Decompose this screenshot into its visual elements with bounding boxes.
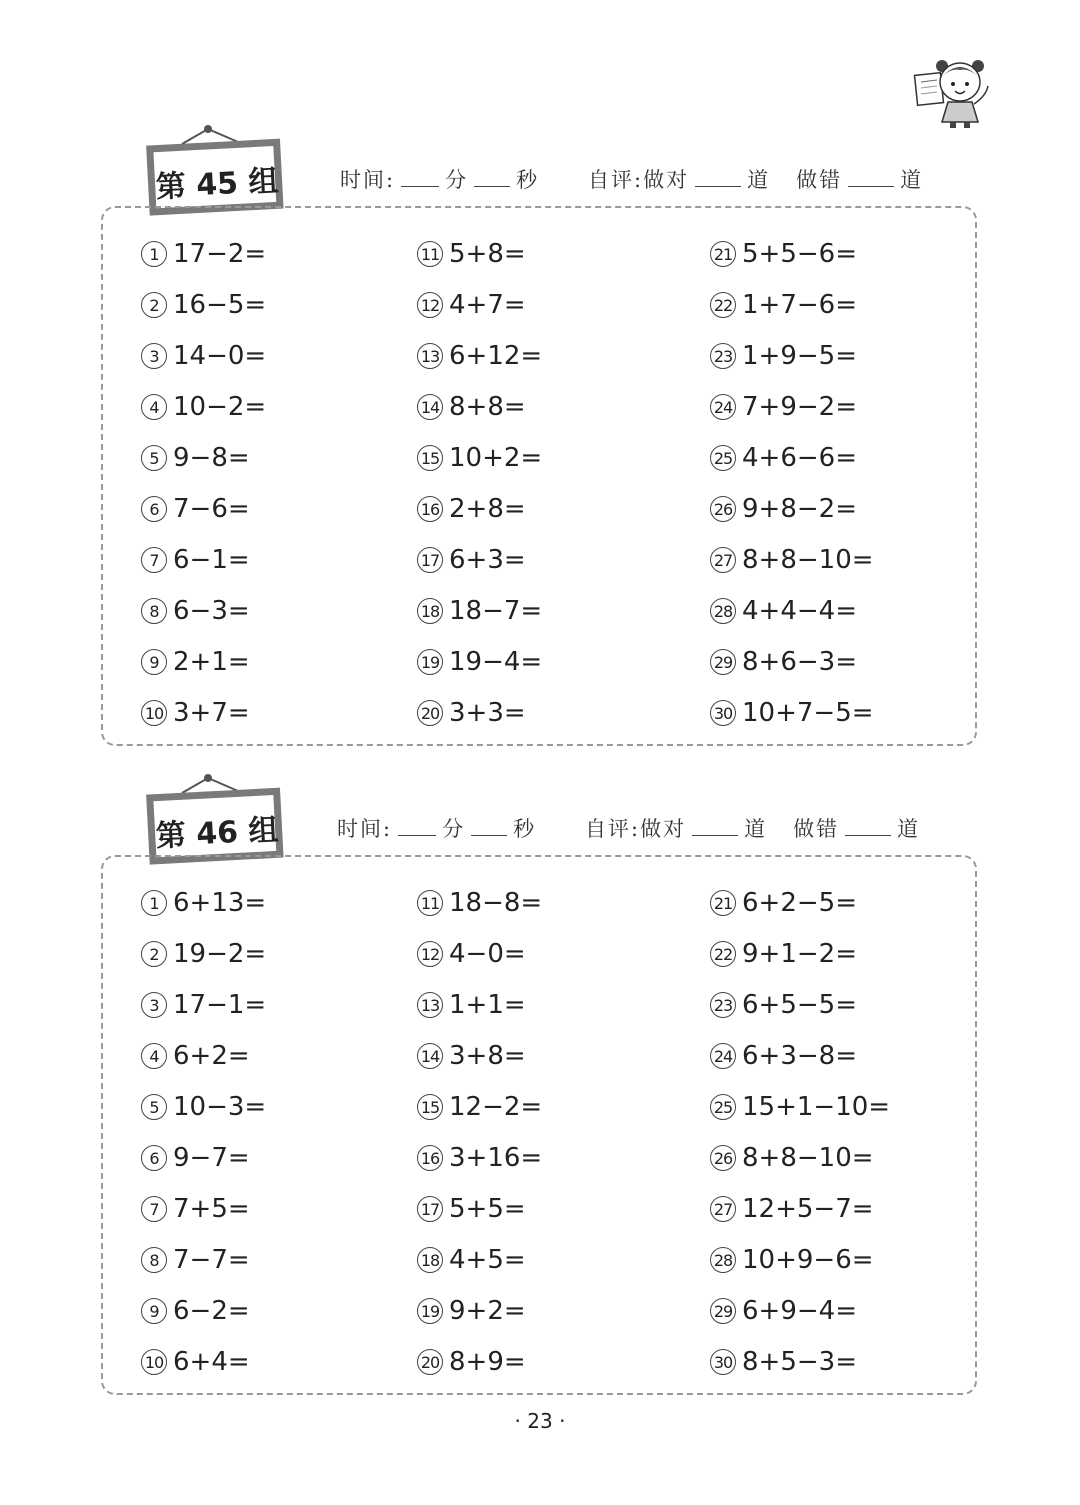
problem-expression: 3+7= <box>173 698 250 728</box>
problem-expression: 1+9−5= <box>742 341 857 371</box>
problem-expression: 6+3= <box>449 545 526 575</box>
correct-unit: 道 <box>747 168 771 192</box>
problem-item <box>417 642 542 682</box>
problem-item <box>710 1240 874 1280</box>
problem-expression: 6+9−4= <box>742 1296 857 1326</box>
correct-count-blank[interactable] <box>692 815 738 836</box>
problem-item <box>417 591 542 631</box>
problem-item <box>141 883 266 923</box>
problem-number: 15 <box>417 1094 443 1120</box>
time-field <box>340 164 539 194</box>
problems-box <box>101 206 977 746</box>
problem-item <box>710 1036 857 1076</box>
page-number: · 23 · <box>514 1409 566 1433</box>
problem-expression: 6+5−5= <box>742 990 857 1020</box>
problem-item <box>710 1291 857 1331</box>
correct-unit: 道 <box>744 817 768 841</box>
problem-expression: 19−2= <box>173 939 267 969</box>
time-label: 时间: <box>337 817 393 841</box>
problem-number: 2 <box>141 292 167 318</box>
problem-expression: 19−4= <box>449 647 543 677</box>
problem-item <box>417 540 526 580</box>
problem-item <box>417 985 526 1025</box>
problem-expression: 5+5= <box>449 1194 526 1224</box>
problem-expression: 10−2= <box>173 392 267 422</box>
problem-expression: 15+1−10= <box>742 1092 891 1122</box>
problem-expression: 9−8= <box>173 443 250 473</box>
problem-expression: 3+16= <box>449 1143 543 1173</box>
problem-number: 26 <box>710 496 736 522</box>
problem-number: 14 <box>417 394 443 420</box>
problem-number: 9 <box>141 649 167 675</box>
problem-number: 16 <box>417 1145 443 1171</box>
problem-item <box>710 489 857 529</box>
problem-number: 17 <box>417 547 443 573</box>
problem-expression: 6−3= <box>173 596 250 626</box>
problem-number: 8 <box>141 598 167 624</box>
problem-number: 14 <box>417 1043 443 1069</box>
problem-number: 10 <box>141 1349 167 1375</box>
minutes-blank[interactable] <box>398 815 436 836</box>
problem-expression: 17−1= <box>173 990 267 1020</box>
problem-expression: 6+12= <box>449 341 543 371</box>
problem-item <box>417 934 526 974</box>
correct-count-blank[interactable] <box>695 166 741 187</box>
problem-expression: 10−3= <box>173 1092 267 1122</box>
problem-expression: 2+1= <box>173 647 250 677</box>
minutes-unit: 分 <box>442 817 466 841</box>
problem-number: 29 <box>710 1298 736 1324</box>
problem-item <box>141 934 266 974</box>
problem-item <box>710 234 857 274</box>
problem-number: 27 <box>710 1196 736 1222</box>
problem-item <box>417 336 542 376</box>
problem-item <box>710 1138 874 1178</box>
problem-expression: 18−7= <box>449 596 543 626</box>
problem-expression: 2+8= <box>449 494 526 524</box>
problem-expression: 6+3−8= <box>742 1041 857 1071</box>
problem-expression: 3+8= <box>449 1041 526 1071</box>
problem-number: 7 <box>141 547 167 573</box>
problem-item <box>141 1138 250 1178</box>
problem-number: 11 <box>417 241 443 267</box>
problem-item <box>710 591 857 631</box>
problem-expression: 8+8−10= <box>742 1143 874 1173</box>
problem-number: 22 <box>710 292 736 318</box>
problem-expression: 7+5= <box>173 1194 250 1224</box>
problem-expression: 9+1−2= <box>742 939 857 969</box>
problem-number: 29 <box>710 649 736 675</box>
problem-expression: 3+3= <box>449 698 526 728</box>
time-field <box>337 813 536 843</box>
problem-expression: 8+8−10= <box>742 545 874 575</box>
problem-number: 25 <box>710 445 736 471</box>
problem-expression: 5+5−6= <box>742 239 857 269</box>
problems-box <box>101 855 977 1395</box>
wrong-count-blank[interactable] <box>848 166 894 187</box>
problem-item <box>710 1189 874 1229</box>
seconds-blank[interactable] <box>474 166 510 187</box>
problem-number: 20 <box>417 1349 443 1375</box>
problem-expression: 4+5= <box>449 1245 526 1275</box>
problem-expression: 1+7−6= <box>742 290 857 320</box>
problem-number: 5 <box>141 1094 167 1120</box>
problem-number: 26 <box>710 1145 736 1171</box>
problem-item <box>141 234 266 274</box>
time-label: 时间: <box>340 168 396 192</box>
problem-number: 3 <box>141 992 167 1018</box>
problem-number: 27 <box>710 547 736 573</box>
problem-item <box>710 934 857 974</box>
problem-expression: 4+4−4= <box>742 596 857 626</box>
problem-number: 4 <box>141 394 167 420</box>
self-eval-field <box>585 813 920 843</box>
problem-item <box>710 285 857 325</box>
problem-item <box>710 693 874 733</box>
problem-item <box>141 693 250 733</box>
problem-item <box>710 387 857 427</box>
problem-item <box>141 642 250 682</box>
problem-number: 24 <box>710 394 736 420</box>
problem-expression: 1+1= <box>449 990 526 1020</box>
problem-number: 19 <box>417 649 443 675</box>
problem-number: 23 <box>710 343 736 369</box>
problem-item <box>141 285 266 325</box>
problem-expression: 9+2= <box>449 1296 526 1326</box>
problem-number: 2 <box>141 941 167 967</box>
problem-item <box>141 387 266 427</box>
problem-expression: 6+13= <box>173 888 267 918</box>
wrong-unit: 道 <box>900 168 924 192</box>
wrong-count-blank[interactable] <box>845 815 891 836</box>
problem-expression: 12−2= <box>449 1092 543 1122</box>
problem-item <box>141 1036 250 1076</box>
wrong-label: 做错 <box>796 168 843 192</box>
problem-expression: 9−7= <box>173 1143 250 1173</box>
problem-number: 19 <box>417 1298 443 1324</box>
problem-expression: 4−0= <box>449 939 526 969</box>
problem-number: 11 <box>417 890 443 916</box>
problem-expression: 6+2= <box>173 1041 250 1071</box>
problem-number: 13 <box>417 992 443 1018</box>
problem-item <box>710 540 874 580</box>
problem-number: 13 <box>417 343 443 369</box>
problem-number: 6 <box>141 1145 167 1171</box>
problem-number: 7 <box>141 1196 167 1222</box>
mascot-girl-illustration <box>912 52 996 130</box>
problem-expression: 7−6= <box>173 494 250 524</box>
problem-expression: 12+5−7= <box>742 1194 874 1224</box>
problem-expression: 7−7= <box>173 1245 250 1275</box>
problem-expression: 10+2= <box>449 443 543 473</box>
problem-expression: 8+9= <box>449 1347 526 1377</box>
problem-item <box>710 1087 890 1127</box>
problem-number: 30 <box>710 700 736 726</box>
problem-item <box>417 234 526 274</box>
problem-item <box>417 693 526 733</box>
problem-item <box>417 1240 526 1280</box>
problem-number: 17 <box>417 1196 443 1222</box>
problem-item <box>141 438 250 478</box>
group-title: 第 46 组 <box>155 812 280 855</box>
problem-expression: 5+8= <box>449 239 526 269</box>
problem-item <box>141 489 250 529</box>
problem-number: 28 <box>710 598 736 624</box>
seconds-blank[interactable] <box>471 815 507 836</box>
problem-number: 12 <box>417 292 443 318</box>
problem-expression: 8+8= <box>449 392 526 422</box>
problem-number: 24 <box>710 1043 736 1069</box>
problem-expression: 4+6−6= <box>742 443 857 473</box>
problem-item <box>141 540 250 580</box>
self-eval-label: 自评:做对 <box>588 168 690 192</box>
problem-number: 21 <box>710 890 736 916</box>
problem-expression: 8+5−3= <box>742 1347 857 1377</box>
problem-expression: 6−1= <box>173 545 250 575</box>
problem-expression: 6+2−5= <box>742 888 857 918</box>
problem-item <box>141 591 250 631</box>
problem-number: 15 <box>417 445 443 471</box>
problem-item <box>417 285 526 325</box>
problem-item <box>710 883 857 923</box>
wrong-label: 做错 <box>793 817 840 841</box>
problem-number: 9 <box>141 1298 167 1324</box>
problem-number: 12 <box>417 941 443 967</box>
problem-expression: 4+7= <box>449 290 526 320</box>
problem-item <box>141 985 266 1025</box>
problem-item <box>141 1291 250 1331</box>
problem-item <box>141 1189 250 1229</box>
problem-item <box>417 387 526 427</box>
seconds-unit: 秒 <box>516 168 540 192</box>
problem-number: 10 <box>141 700 167 726</box>
problem-expression: 7+9−2= <box>742 392 857 422</box>
problem-item <box>710 1342 857 1382</box>
problem-expression: 8+6−3= <box>742 647 857 677</box>
problem-expression: 17−2= <box>173 239 267 269</box>
problem-number: 16 <box>417 496 443 522</box>
problem-expression: 10+7−5= <box>742 698 874 728</box>
problem-item <box>141 1087 266 1127</box>
problem-number: 23 <box>710 992 736 1018</box>
minutes-blank[interactable] <box>401 166 439 187</box>
problem-number: 28 <box>710 1247 736 1273</box>
problem-number: 18 <box>417 598 443 624</box>
problem-expression: 6−2= <box>173 1296 250 1326</box>
problem-number: 22 <box>710 941 736 967</box>
problem-item <box>417 883 542 923</box>
problem-item <box>710 985 857 1025</box>
problem-number: 5 <box>141 445 167 471</box>
problem-item <box>141 336 266 376</box>
problem-expression: 18−8= <box>449 888 543 918</box>
wrong-unit: 道 <box>897 817 921 841</box>
problem-number: 25 <box>710 1094 736 1120</box>
problem-number: 1 <box>141 890 167 916</box>
problem-item <box>710 438 857 478</box>
problem-item <box>417 1087 542 1127</box>
problem-number: 30 <box>710 1349 736 1375</box>
problem-expression: 14−0= <box>173 341 267 371</box>
problem-item <box>141 1342 250 1382</box>
problem-number: 3 <box>141 343 167 369</box>
problem-expression: 9+8−2= <box>742 494 857 524</box>
problem-number: 18 <box>417 1247 443 1273</box>
problem-item <box>417 438 542 478</box>
seconds-unit: 秒 <box>513 817 537 841</box>
problem-item <box>417 489 526 529</box>
problem-expression: 16−5= <box>173 290 267 320</box>
problem-item <box>710 642 857 682</box>
problem-number: 4 <box>141 1043 167 1069</box>
self-eval-label: 自评:做对 <box>585 817 687 841</box>
problem-item <box>417 1291 526 1331</box>
problem-expression: 10+9−6= <box>742 1245 874 1275</box>
problem-number: 1 <box>141 241 167 267</box>
problem-item <box>417 1138 542 1178</box>
problem-item <box>141 1240 250 1280</box>
problem-item <box>710 336 857 376</box>
problem-item <box>417 1342 526 1382</box>
group-title: 第 45 组 <box>155 163 280 206</box>
problem-item <box>417 1189 526 1229</box>
problem-number: 21 <box>710 241 736 267</box>
minutes-unit: 分 <box>445 168 469 192</box>
problem-number: 8 <box>141 1247 167 1273</box>
problem-item <box>417 1036 526 1076</box>
problem-expression: 6+4= <box>173 1347 250 1377</box>
self-eval-field <box>588 164 923 194</box>
problem-number: 20 <box>417 700 443 726</box>
problem-number: 6 <box>141 496 167 522</box>
